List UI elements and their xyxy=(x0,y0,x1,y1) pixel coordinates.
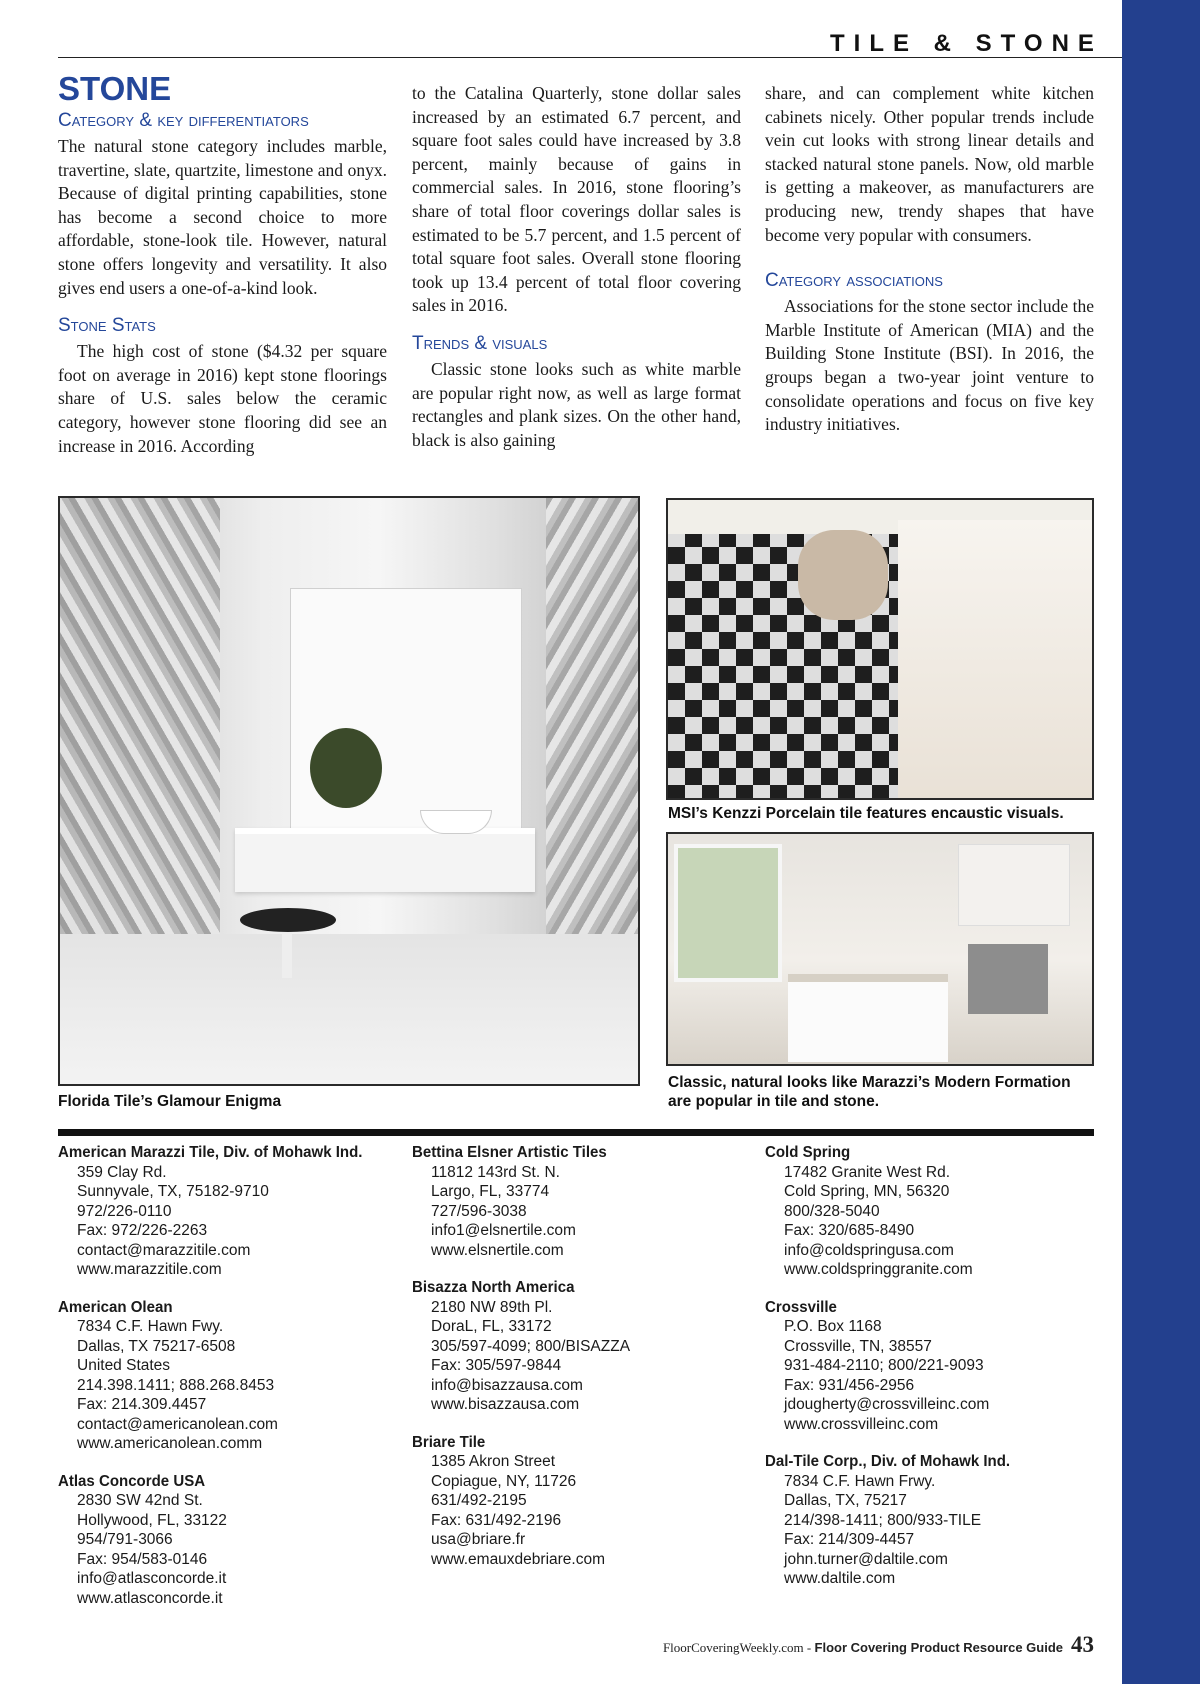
phone-line: 972/226-0110 xyxy=(77,1202,172,1220)
phone-line: 631/492-2195 xyxy=(431,1492,527,1509)
stats-paragraph-b: to the Catalina Quarterly, stone dollar sales increased by an estimated 6.7 percent, and square foot sales could have increased by 3.8 percent, mainly because of gains in commercial sales. In 2016, stone flooring’s share of total floor coverings dollar sales is estimated to be 5.7 percent, and 1.5 percent of total square foot sales. Overall stone flooring took up 13.4 percent of total floor covering sales in 2016. xyxy=(412,83,741,316)
phone-line: 931-484-2110; 800/221-9093 xyxy=(784,1357,984,1374)
website-link[interactable]: www.elsnertile.com xyxy=(431,1241,564,1259)
page-number: 43 xyxy=(1071,1632,1094,1657)
stats-heading: Stone Stats xyxy=(58,315,156,337)
phone-line: 305/597-4099; 800/BISAZZA xyxy=(431,1337,631,1355)
address-line: 7834 C.F. Hawn Frwy. xyxy=(784,1472,936,1490)
city-line: Cold Spring, MN, 56320 xyxy=(784,1183,950,1200)
phone-line: 954/791-3066 xyxy=(77,1531,173,1548)
directory-rule xyxy=(58,1129,1094,1136)
email-link[interactable]: info@atlasconcorde.it xyxy=(77,1570,227,1587)
company-name: Cold Spring xyxy=(765,1144,851,1161)
associations-heading: Category associations xyxy=(765,270,943,292)
company-name: Dal-Tile Corp., Div. of Mohawk Ind. xyxy=(765,1453,1011,1470)
footer-guide-title: Floor Covering Product Resource Guide xyxy=(814,1640,1063,1655)
address-line: 1385 Akron Street xyxy=(431,1453,556,1470)
email-link[interactable]: info1@elsnertile.com xyxy=(431,1222,576,1239)
article-column-1 xyxy=(58,70,387,458)
email-link[interactable]: contact@marazzitile.com xyxy=(77,1241,251,1259)
section-header: TILE & STONE xyxy=(830,30,1103,57)
fax-line: Fax: 214.309.4457 xyxy=(77,1396,207,1413)
email-link[interactable]: info@coldspringusa.com xyxy=(784,1241,954,1259)
kitchen-caption: Classic, natural looks like Marazzi’s Modern Formation are popular in tile and stone. xyxy=(668,1074,1071,1110)
company-name: Briare Tile xyxy=(412,1433,486,1451)
phone-line: 727/596-3038 xyxy=(431,1202,527,1220)
website-link[interactable]: www.crossvilleinc.com xyxy=(784,1415,939,1433)
bathroom-caption: Florida Tile’s Glamour Enigma xyxy=(58,1093,282,1110)
article-column-3 xyxy=(765,82,1094,437)
city-line: Crossville, TN, 38557 xyxy=(784,1337,932,1355)
fax-line: Fax: 931/456-2956 xyxy=(784,1376,915,1394)
company-name: American Olean xyxy=(58,1298,173,1316)
directory-entry xyxy=(412,1278,742,1415)
footer-separator: - xyxy=(803,1640,815,1655)
directory-entry xyxy=(412,1143,742,1260)
directory-entry xyxy=(765,1143,1095,1280)
address-line: 2830 SW 42nd St. xyxy=(77,1492,203,1509)
country-line: United States xyxy=(77,1357,171,1374)
associations-paragraph: Associations for the stone sector include the Marble Institute of American (MIA) and the Building Stone Institute (BSI). In 2016, the groups began a two-year joint venture to consolidate operations and focus on five key industry initiatives. xyxy=(765,296,1094,435)
company-name: Bisazza North America xyxy=(412,1279,575,1296)
category-paragraph: The natural stone category includes marble, travertine, slate, quartzite, limestone and onyx. Because of digital printing capabilities, stone has become a second choice to more affordable, stone-look tile. However, natural stone offers longevity and versatility. It also gives end users a one-of-a-kind look. xyxy=(58,136,387,298)
website-link[interactable]: www.atlasconcorde.it xyxy=(77,1589,223,1607)
address-line: P.O. Box 1168 xyxy=(784,1318,882,1335)
bedroom-caption: MSI’s Kenzzi Porcelain tile features encaustic visuals. xyxy=(668,805,1064,822)
bedroom-photo xyxy=(666,498,1094,800)
article-title: STONE xyxy=(58,70,172,107)
phone-line: 800/328-5040 xyxy=(784,1202,880,1220)
address-line: 2180 NW 89th Pl. xyxy=(431,1298,553,1316)
footer-site-link[interactable]: FloorCoveringWeekly.com xyxy=(662,1640,804,1655)
email-link[interactable]: usa@briare.fr xyxy=(431,1531,526,1548)
header-rule xyxy=(58,57,1122,58)
city-line: Copiague, NY, 11726 xyxy=(431,1472,577,1490)
website-link[interactable]: www.marazzitile.com xyxy=(77,1261,222,1278)
company-name: American Marazzi Tile, Div. of Mohawk Ind. xyxy=(58,1144,363,1161)
address-line: 17482 Granite West Rd. xyxy=(784,1163,950,1181)
directory-column-1 xyxy=(58,1143,388,1626)
company-name: Bettina Elsner Artistic Tiles xyxy=(412,1144,607,1161)
website-link[interactable]: www.daltile.com xyxy=(784,1570,896,1587)
kitchen-photo xyxy=(666,832,1094,1066)
city-line: Largo, FL, 33774 xyxy=(431,1183,550,1200)
email-link[interactable]: john.turner@daltile.com xyxy=(784,1550,948,1568)
city-line: Hollywood, FL, 33122 xyxy=(77,1511,227,1529)
fax-line: Fax: 972/226-2263 xyxy=(77,1222,208,1239)
phone-line: 214/398-1411; 800/933-TILE xyxy=(784,1511,982,1529)
side-color-band xyxy=(1122,0,1200,1684)
fax-line: Fax: 320/685-8490 xyxy=(784,1222,915,1239)
website-link[interactable]: www.bisazzausa.com xyxy=(431,1396,580,1413)
fax-line: Fax: 305/597-9844 xyxy=(431,1357,562,1374)
fax-line: Fax: 631/492-2196 xyxy=(431,1511,562,1529)
address-line: 11812 143rd St. N. xyxy=(431,1163,560,1181)
website-link[interactable]: www.americanolean.comm xyxy=(77,1435,263,1452)
fax-line: Fax: 954/583-0146 xyxy=(77,1550,208,1568)
city-line: Dallas, TX 75217-6508 xyxy=(77,1337,236,1355)
company-name: Atlas Concorde USA xyxy=(58,1472,206,1490)
directory-entry xyxy=(765,1452,1095,1589)
stats-paragraph-a: The high cost of stone ($4.32 per square foot on average in 2016) kept stone floorings share of U.S. sales below the ceramic category, however stone flooring did see an increase in 2016. According xyxy=(58,341,387,456)
phone-line: 214.398.1411; 888.268.8453 xyxy=(77,1376,275,1394)
category-heading: Category & key differentiators xyxy=(58,110,309,131)
article-column-2 xyxy=(412,82,741,452)
directory-entry xyxy=(412,1433,742,1570)
email-link[interactable]: contact@americanolean.com xyxy=(77,1415,278,1433)
trends-paragraph-a: Classic stone looks such as white marble are popular right now, as well as large format rectangles and plank sizes. On the other hand, black is also gaining xyxy=(412,358,741,450)
directory-entry xyxy=(58,1143,388,1280)
company-name: Crossville xyxy=(765,1298,837,1316)
website-link[interactable]: www.coldspringgranite.com xyxy=(784,1261,973,1278)
directory-column-3 xyxy=(765,1143,1095,1607)
trends-paragraph-b: share, and can complement white kitchen cabinets nicely. Other popular trends include vein cut looks with strong linear details and stacked natural stone panels. Now, old marble is getting a makeover, as manufacturers are producing new, trendy shapes that have become very popular with consumers. xyxy=(765,83,1094,245)
fax-line: Fax: 214/309-4457 xyxy=(784,1531,915,1548)
directory-entry xyxy=(58,1298,388,1454)
address-line: 359 Clay Rd. xyxy=(77,1163,167,1181)
email-link[interactable]: info@bisazzausa.com xyxy=(431,1376,583,1394)
email-link[interactable]: jdougherty@crossvilleinc.com xyxy=(784,1396,990,1413)
website-link[interactable]: www.emauxdebriare.com xyxy=(431,1550,606,1568)
page-footer xyxy=(663,1632,1094,1658)
bathroom-photo xyxy=(58,496,640,1086)
address-line: 7834 C.F. Hawn Fwy. xyxy=(77,1318,224,1335)
city-line: Dallas, TX, 75217 xyxy=(784,1492,907,1509)
city-line: Sunnyvale, TX, 75182-9710 xyxy=(77,1183,269,1200)
city-line: DoraL, FL, 33172 xyxy=(431,1318,552,1335)
directory-column-2 xyxy=(412,1143,742,1587)
trends-heading: Trends & visuals xyxy=(412,332,548,354)
directory-entry xyxy=(765,1298,1095,1435)
directory-entry xyxy=(58,1472,388,1609)
